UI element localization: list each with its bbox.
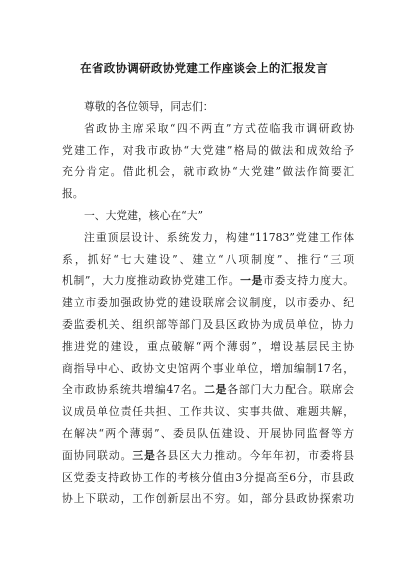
line-text: 各县区大力推动。今年年初，市委将县 bbox=[155, 448, 354, 462]
line-text: 市委支持力度大。 bbox=[262, 274, 354, 288]
line-text: 推进党的建设，重点破解“两个薄弱”，增设基层民主协 bbox=[62, 339, 354, 353]
paragraph-line bbox=[62, 488, 354, 510]
greeting-line: 尊敬的各位领导，同志们： bbox=[84, 100, 214, 113]
paragraph-line bbox=[62, 270, 354, 292]
line-text: 面协同联动。 bbox=[62, 448, 133, 462]
intro-line: 报。 bbox=[62, 187, 84, 201]
line-text: 全市政协系统共增编47名。 bbox=[62, 383, 205, 397]
line-text: 区党委支持政协工作的考核分值由3分提高至6分，市县政 bbox=[62, 470, 354, 484]
intro-line: 党建工作，对我市政协“大党建”格局的做法和成效给予 bbox=[62, 143, 354, 157]
document-title: 在省政协调研政协党建工作座谈会上的汇报发言 bbox=[80, 61, 328, 75]
line-text: 建立市委加强政协党的建设联席会议制度，以市委办、纪 bbox=[62, 296, 354, 310]
paragraph-line bbox=[62, 358, 354, 380]
paragraph-line bbox=[62, 445, 354, 467]
paragraph-line bbox=[62, 467, 354, 489]
line-text: 各部门大力配合。联席会 bbox=[227, 383, 354, 397]
paragraph-line bbox=[62, 292, 354, 314]
emphasis-text: 一是 bbox=[240, 274, 263, 288]
section-heading: 一、大党建，核心在“大” bbox=[84, 208, 204, 222]
paragraph-line bbox=[62, 379, 354, 401]
line-text: 系，抓好“七大建设”、建立“八项制度”、推行“三项 bbox=[62, 252, 354, 266]
intro-paragraph bbox=[62, 118, 354, 205]
line-text: 议成员单位责任共担、工作共议、实事共做、难题共解， bbox=[62, 405, 354, 419]
paragraph-line bbox=[62, 336, 354, 358]
document-body bbox=[62, 96, 354, 510]
line-text: 委监委机关、组织部等部门及县区政协为成员单位，协力 bbox=[62, 317, 354, 331]
paragraph-line bbox=[62, 314, 354, 336]
paragraph-line bbox=[62, 227, 354, 249]
paragraph-line bbox=[62, 423, 354, 445]
intro-line: 省政协主席采取“四不两直”方式莅临我市调研政协 bbox=[84, 121, 354, 135]
line-text: 注重顶层设计、系统发力，构建“11783”党建工作体 bbox=[84, 230, 354, 244]
section-paragraph bbox=[62, 227, 354, 510]
line-text: 协上下联动，工作创新层出不穷。如，部分县政协探索功 bbox=[62, 492, 354, 506]
paragraph-line bbox=[62, 249, 354, 271]
emphasis-text: 二是 bbox=[204, 383, 228, 397]
paragraph-line bbox=[62, 401, 354, 423]
emphasis-text: 三是 bbox=[132, 448, 156, 462]
line-text: 机制”，大力度推动政协党建工作。 bbox=[62, 274, 241, 288]
line-text: 商指导中心、政协文史馆两个事业单位，增加编制17名， bbox=[62, 361, 354, 375]
intro-line: 充分肯定。借此机会，就市政协“大党建”做法作简要汇 bbox=[62, 165, 354, 179]
line-text: 在解决“两个薄弱”、委员队伍建设、开展协同监督等方 bbox=[62, 426, 354, 440]
